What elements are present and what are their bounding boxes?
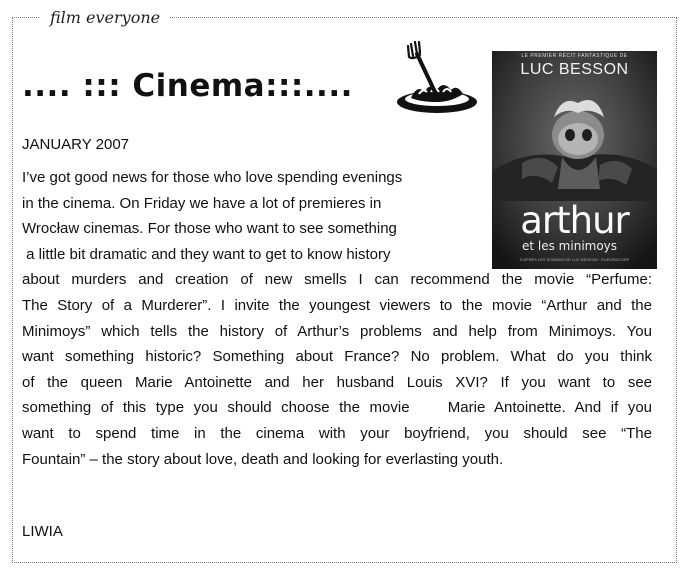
headline: .... ::: Cinema:::.... <box>22 68 353 104</box>
article-body <box>22 165 652 472</box>
article-line: a little bit dramatic and they want to get to know history <box>22 245 391 263</box>
article-line: want to spend time in the cinema with your boyfriend, you should see “The <box>22 424 652 442</box>
article-line: I’ve got good news for those who love spending evenings <box>22 169 403 186</box>
plate-with-fork-icon <box>395 40 479 118</box>
poster-credit: D'APRÈS LES ROMANS DE LUC BESSON · EUROPACORP <box>519 257 630 262</box>
poster-tagline: LE PREMIER RÉCIT FANTASTIQUE DE <box>521 53 628 59</box>
article-line: want something historic? Something about France? No problem. What do you think <box>22 348 652 366</box>
poster-subtitle: et les minimoys <box>522 239 618 253</box>
article-line: Fountain” – the story about love, death and looking for everlasting youth. <box>22 450 504 468</box>
poster-title: arthur <box>520 199 629 242</box>
article-date: JANUARY 2007 <box>22 136 130 153</box>
article-line: Wrocław cinemas. For those who want to see something <box>22 220 397 238</box>
section-label: film everyone <box>40 8 170 27</box>
article-line: something of this type you should choose the movie Marie Antoinette. And if you <box>22 399 652 417</box>
article-line: about murders and creation of new smells I can recommend the movie “Perfume: <box>22 271 652 289</box>
author-signature: LIWIA <box>22 523 63 540</box>
article-line: in the cinema. On Friday we have a lot of premieres in <box>22 194 382 212</box>
article-line: The Story of a Murderer”. I invite the youngest viewers to the movie “Arthur and the <box>22 296 652 314</box>
article-line: of the queen Marie Antoinette and her husband Louis XVI? If you want to see <box>22 373 652 391</box>
article-line: Minimoys” which tells the history of Arthur’s problems and help from Minimoys. You <box>22 322 652 340</box>
poster-director: LUC BESSON <box>520 61 629 78</box>
